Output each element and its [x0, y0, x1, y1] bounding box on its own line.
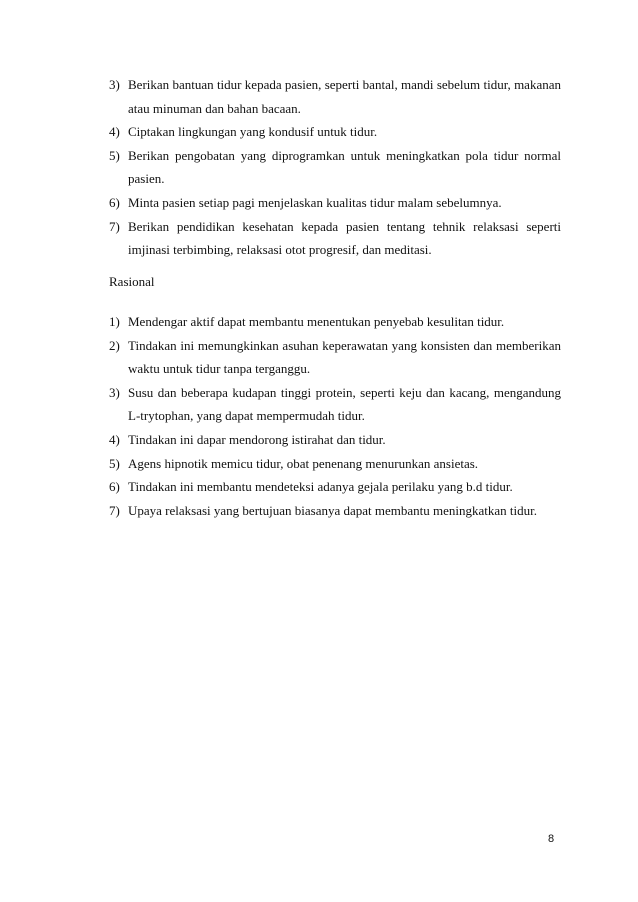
list-item-text: Tindakan ini membantu mendeteksi adanya gejala perilaku yang b.d tidur. — [128, 479, 513, 495]
list-item-text: Agens hipnotik memicu tidur, obat penenang menurunkan ansietas. — [128, 455, 479, 471]
list-item — [109, 215, 561, 262]
list-item — [109, 310, 561, 334]
list-item — [109, 144, 561, 191]
list-item-number: 5) — [109, 455, 120, 471]
list-item — [109, 191, 561, 215]
list-item-text: Tindakan ini memungkinkan asuhan keperawatan yang konsisten dan memberikan waktu untuk tidur tanpa terganggu. — [128, 337, 561, 377]
list-item-number: 3) — [109, 77, 120, 92]
list-item-text: Minta pasien setiap pagi menjelaskan kualitas tidur malam sebelumnya. — [128, 194, 502, 210]
list-item — [109, 334, 561, 381]
list-item-text: Upaya relaksasi yang bertujuan biasanya dapat membantu meningkatkan tidur. — [128, 502, 538, 518]
list-item — [109, 452, 561, 476]
list-item-number: 7) — [109, 218, 120, 234]
list-item-number: 6) — [109, 479, 120, 495]
list-item-text: Tindakan ini dapar mendorong istirahat dan tidur. — [128, 431, 386, 447]
list-item — [109, 475, 561, 499]
list-item-text: Ciptakan lingkungan yang kondusif untuk tidur. — [128, 124, 378, 140]
list-item — [109, 499, 561, 523]
list-item-number: 3) — [109, 384, 120, 400]
list-item-number: 5) — [109, 147, 120, 163]
list-item-number: 4) — [109, 431, 120, 447]
list-item-number: 6) — [109, 194, 120, 210]
list-item — [109, 73, 561, 120]
list-item-number: 1) — [109, 314, 120, 329]
list-item-text: Susu dan beberapa kudapan tinggi protein, seperti keju dan kacang, mengandung L-trytophan, yang dapat mempermudah tidur. — [128, 384, 561, 424]
intervention-list — [109, 73, 561, 262]
page-number: 8 — [548, 833, 555, 845]
list-item-text: Berikan pengobatan yang diprogramkan untuk meningkatkan pola tidur normal pasien. — [128, 147, 561, 187]
rationale-list — [109, 310, 561, 522]
list-item-text: Berikan bantuan tidur kepada pasien, seperti bantal, mandi sebelum tidur, makanan atau minuman dan bahan bacaan. — [128, 77, 561, 116]
list-item — [109, 120, 561, 144]
list-item-number: 7) — [109, 502, 120, 518]
list-item — [109, 428, 561, 452]
section-heading-rasional: Rasional — [109, 274, 155, 289]
list-item-number: 4) — [109, 124, 120, 140]
list-item-text: Berikan pendidikan kesehatan kepada pasien tentang tehnik relaksasi seperti imjinasi terbimbing, relaksasi otot progresif, dan meditasi. — [128, 218, 561, 258]
list-item-text: Mendengar aktif dapat membantu menentukan penyebab kesulitan tidur. — [128, 314, 505, 329]
list-item-number: 2) — [109, 337, 120, 353]
list-item — [109, 381, 561, 428]
